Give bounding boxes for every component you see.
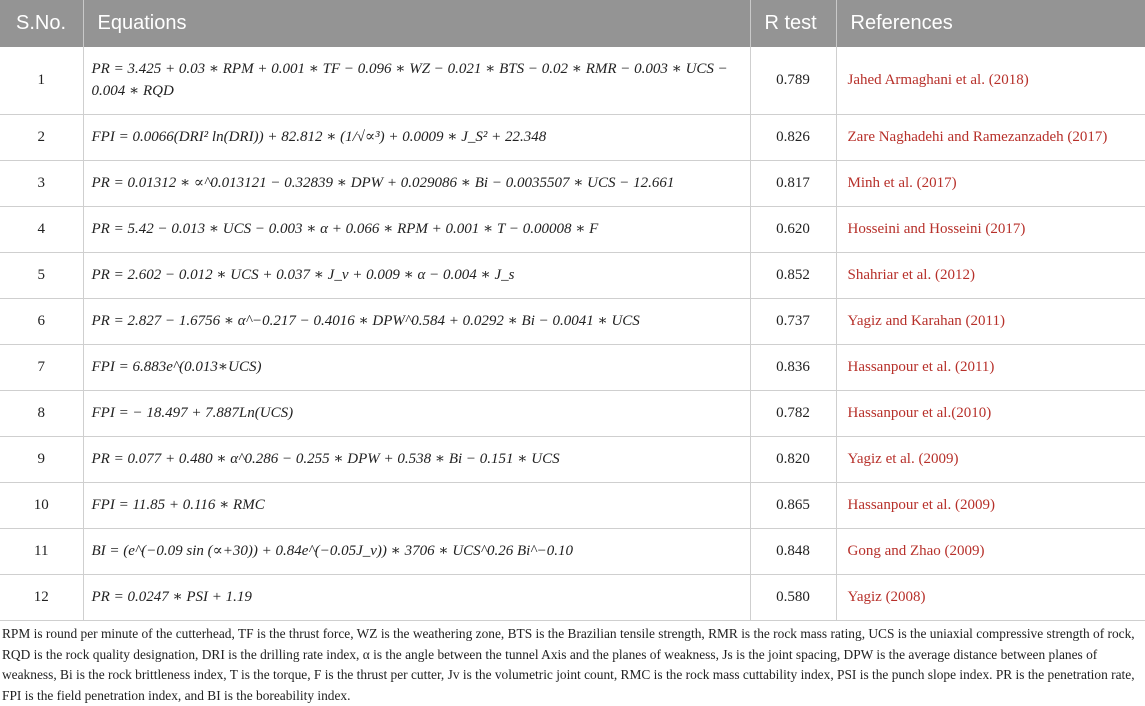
equation-cell: FPI = − 18.497 + 7.887Ln(UCS)	[83, 390, 750, 436]
row-number: 5	[0, 252, 83, 298]
r-test-cell: 0.620	[750, 206, 836, 252]
row-number: 3	[0, 160, 83, 206]
r-test-cell: 0.789	[750, 47, 836, 114]
r-test-cell: 0.848	[750, 528, 836, 574]
reference-link[interactable]: Hosseini and Hosseini (2017)	[836, 206, 1145, 252]
header-r-test: R test	[750, 0, 836, 47]
row-number: 9	[0, 436, 83, 482]
r-test-cell: 0.817	[750, 160, 836, 206]
table-footnote: RPM is round per minute of the cutterhead, TF is the thrust force, WZ is the weathering zone, BTS is the Brazilian tensile strength, RMR is the rock mass rating, UCS is the uniaxial compressive strength of rock, RQD is the rock quality designation, DRI is the drilling rate index, α is the angle between the tunnel Axis and the planes of weakness, Js is the joint spacing, DPW is the average distance between planes of weakness, Bi is the rock brittleness index, T is the torque, F is the thrust per cutter, Jv is the volumetric joint count, RMC is the rock mass cuttability index, PSI is the punch slope index. PR is the penetration rate, FPI is the field penetration index, and BI is the boreability index.	[2, 626, 1135, 703]
row-number: 11	[0, 528, 83, 574]
table-row	[0, 528, 1145, 574]
reference-link[interactable]: Hassanpour et al. (2009)	[836, 482, 1145, 528]
row-number: 12	[0, 574, 83, 620]
row-number: 1	[0, 47, 83, 114]
reference-link[interactable]: Hassanpour et al.(2010)	[836, 390, 1145, 436]
reference-link[interactable]: Hassanpour et al. (2011)	[836, 344, 1145, 390]
r-test-cell: 0.865	[750, 482, 836, 528]
r-test-cell: 0.580	[750, 574, 836, 620]
reference-link[interactable]: Jahed Armaghani et al. (2018)	[836, 47, 1145, 114]
table-row	[0, 574, 1145, 620]
equation-cell: PR = 2.602 − 0.012 ∗ UCS + 0.037 ∗ J_v + 0.009 ∗ α − 0.004 ∗ J_s	[83, 252, 750, 298]
row-number: 8	[0, 390, 83, 436]
reference-link[interactable]: Zare Naghadehi and Ramezanzadeh (2017)	[836, 114, 1145, 160]
table-header	[0, 0, 1145, 47]
equation-cell: PR = 3.425 + 0.03 ∗ RPM + 0.001 ∗ TF − 0.096 ∗ WZ − 0.021 ∗ BTS − 0.02 ∗ RMR − 0.003 ∗ UCS − 0.004 ∗ RQD	[83, 47, 750, 114]
row-number: 10	[0, 482, 83, 528]
header-sno: S.No.	[0, 0, 83, 47]
equation-cell: PR = 0.077 + 0.480 ∗ α^0.286 − 0.255 ∗ DPW + 0.538 ∗ Bi − 0.151 ∗ UCS	[83, 436, 750, 482]
row-number: 7	[0, 344, 83, 390]
equation-cell: PR = 0.01312 ∗ ∝^0.013121 − 0.32839 ∗ DPW + 0.029086 ∗ Bi − 0.0035507 ∗ UCS − 12.661	[83, 160, 750, 206]
table-row	[0, 436, 1145, 482]
reference-link[interactable]: Yagiz et al. (2009)	[836, 436, 1145, 482]
table-row	[0, 160, 1145, 206]
equation-cell: FPI = 0.0066(DRI² ln(DRI)) + 82.812 ∗ (1/√∝³) + 0.0009 ∗ J_S² + 22.348	[83, 114, 750, 160]
row-number: 4	[0, 206, 83, 252]
header-references: References	[836, 0, 1145, 47]
r-test-cell: 0.782	[750, 390, 836, 436]
table-row	[0, 344, 1145, 390]
reference-link[interactable]: Yagiz and Karahan (2011)	[836, 298, 1145, 344]
r-test-cell: 0.820	[750, 436, 836, 482]
row-number: 6	[0, 298, 83, 344]
r-test-cell: 0.737	[750, 298, 836, 344]
table-body	[0, 47, 1145, 620]
table-row	[0, 206, 1145, 252]
table-row	[0, 252, 1145, 298]
equation-cell: PR = 0.0247 ∗ PSI + 1.19	[83, 574, 750, 620]
equation-cell: PR = 2.827 − 1.6756 ∗ α^−0.217 − 0.4016 ∗ DPW^0.584 + 0.0292 ∗ Bi − 0.0041 ∗ UCS	[83, 298, 750, 344]
table-row	[0, 298, 1145, 344]
reference-link[interactable]: Shahriar et al. (2012)	[836, 252, 1145, 298]
equation-cell: FPI = 6.883e^(0.013∗UCS)	[83, 344, 750, 390]
header-row	[0, 0, 1145, 47]
equation-cell: BI = (e^(−0.09 sin (∝+30)) + 0.84e^(−0.05J_v)) ∗ 3706 ∗ UCS^0.26 Bi^−0.10	[83, 528, 750, 574]
equation-cell: PR = 5.42 − 0.013 ∗ UCS − 0.003 ∗ α + 0.066 ∗ RPM + 0.001 ∗ T − 0.00008 ∗ F	[83, 206, 750, 252]
reference-link[interactable]: Gong and Zhao (2009)	[836, 528, 1145, 574]
row-number: 2	[0, 114, 83, 160]
r-test-cell: 0.836	[750, 344, 836, 390]
table-row	[0, 47, 1145, 114]
r-test-cell: 0.852	[750, 252, 836, 298]
r-test-cell: 0.826	[750, 114, 836, 160]
reference-link[interactable]: Minh et al. (2017)	[836, 160, 1145, 206]
table-row	[0, 390, 1145, 436]
reference-link[interactable]: Yagiz (2008)	[836, 574, 1145, 620]
table-row	[0, 114, 1145, 160]
header-equations: Equations	[83, 0, 750, 47]
table-row	[0, 482, 1145, 528]
equation-cell: FPI = 11.85 + 0.116 ∗ RMC	[83, 482, 750, 528]
